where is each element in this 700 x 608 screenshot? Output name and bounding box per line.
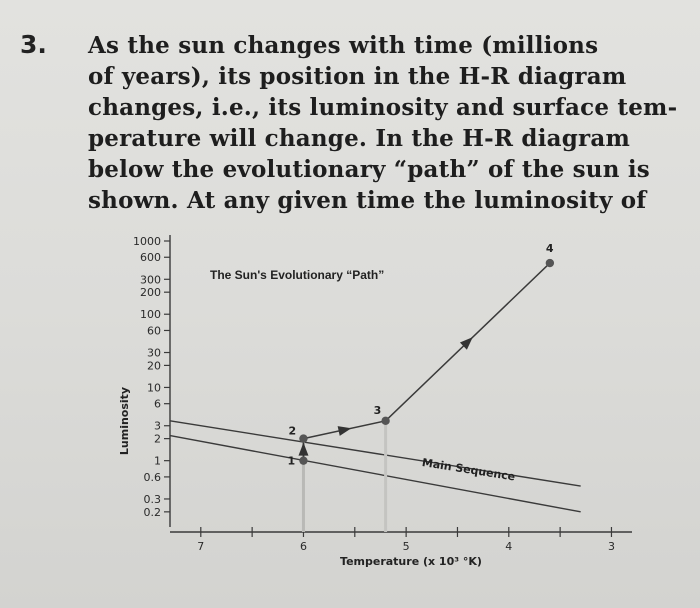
- path-point-label: 2: [288, 424, 297, 438]
- y-tick-label: 3: [154, 419, 161, 433]
- path-arrow: [298, 443, 308, 456]
- y-tick-label: 60: [147, 324, 161, 338]
- y-tick-label: 6: [154, 397, 161, 411]
- question-line: of years), its position in the H-R diagram: [88, 63, 627, 90]
- question-number: 3.: [20, 30, 47, 59]
- x-tick-label: 7: [197, 540, 205, 553]
- x-tick-label: 3: [607, 540, 615, 553]
- path-point-label: 1: [287, 454, 296, 468]
- question-line: perature will change. In the H-R diagram: [88, 125, 630, 152]
- path-point: [546, 259, 554, 267]
- y-tick-label: 1000: [133, 235, 161, 248]
- question-line: below the evolutionary “path” of the sun is: [88, 156, 650, 183]
- y-tick-label: 200: [140, 286, 161, 300]
- x-axis-title: Temperature (x 10³ °K): [340, 555, 482, 568]
- main-sequence-lower-line: [170, 436, 581, 512]
- path-point-label: 4: [545, 242, 554, 256]
- main-sequence-upper-line: [170, 421, 581, 486]
- y-tick-label: 2: [154, 432, 161, 446]
- chart-title: The Sun's Evolutionary “Path”: [210, 268, 385, 282]
- x-tick-label: 4: [505, 540, 513, 553]
- y-tick-label: 300: [140, 273, 161, 287]
- y-tick-label: 0.6: [143, 470, 161, 484]
- main-sequence-label: Main Sequence: [421, 455, 517, 484]
- hr-diagram-svg: [0, 225, 700, 608]
- y-tick-label: 10: [147, 381, 161, 395]
- question-line: changes, i.e., its luminosity and surface tem-: [88, 94, 678, 121]
- path-point: [381, 417, 389, 425]
- question-line: shown. At any given time the luminosity of: [88, 187, 647, 214]
- y-tick-label: 30: [147, 346, 161, 360]
- path-point-label: 3: [373, 403, 382, 417]
- y-tick-label: 100: [140, 308, 161, 322]
- y-tick-label: 1: [154, 454, 161, 468]
- x-tick-label: 5: [402, 540, 410, 553]
- question-line: As the sun changes with time (millions: [88, 32, 599, 59]
- y-tick-label: 0.3: [143, 492, 161, 506]
- y-axis-title: Luminosity: [118, 386, 131, 456]
- y-tick-label: 20: [147, 359, 161, 373]
- path-point: [299, 434, 307, 442]
- path-arrow: [338, 423, 353, 436]
- y-tick-label: 600: [140, 251, 161, 265]
- y-tick-label: 0.2: [143, 505, 161, 519]
- question-text: [88, 30, 688, 216]
- path-point: [299, 456, 307, 464]
- hr-diagram: [0, 225, 700, 608]
- x-tick-label: 6: [299, 540, 307, 553]
